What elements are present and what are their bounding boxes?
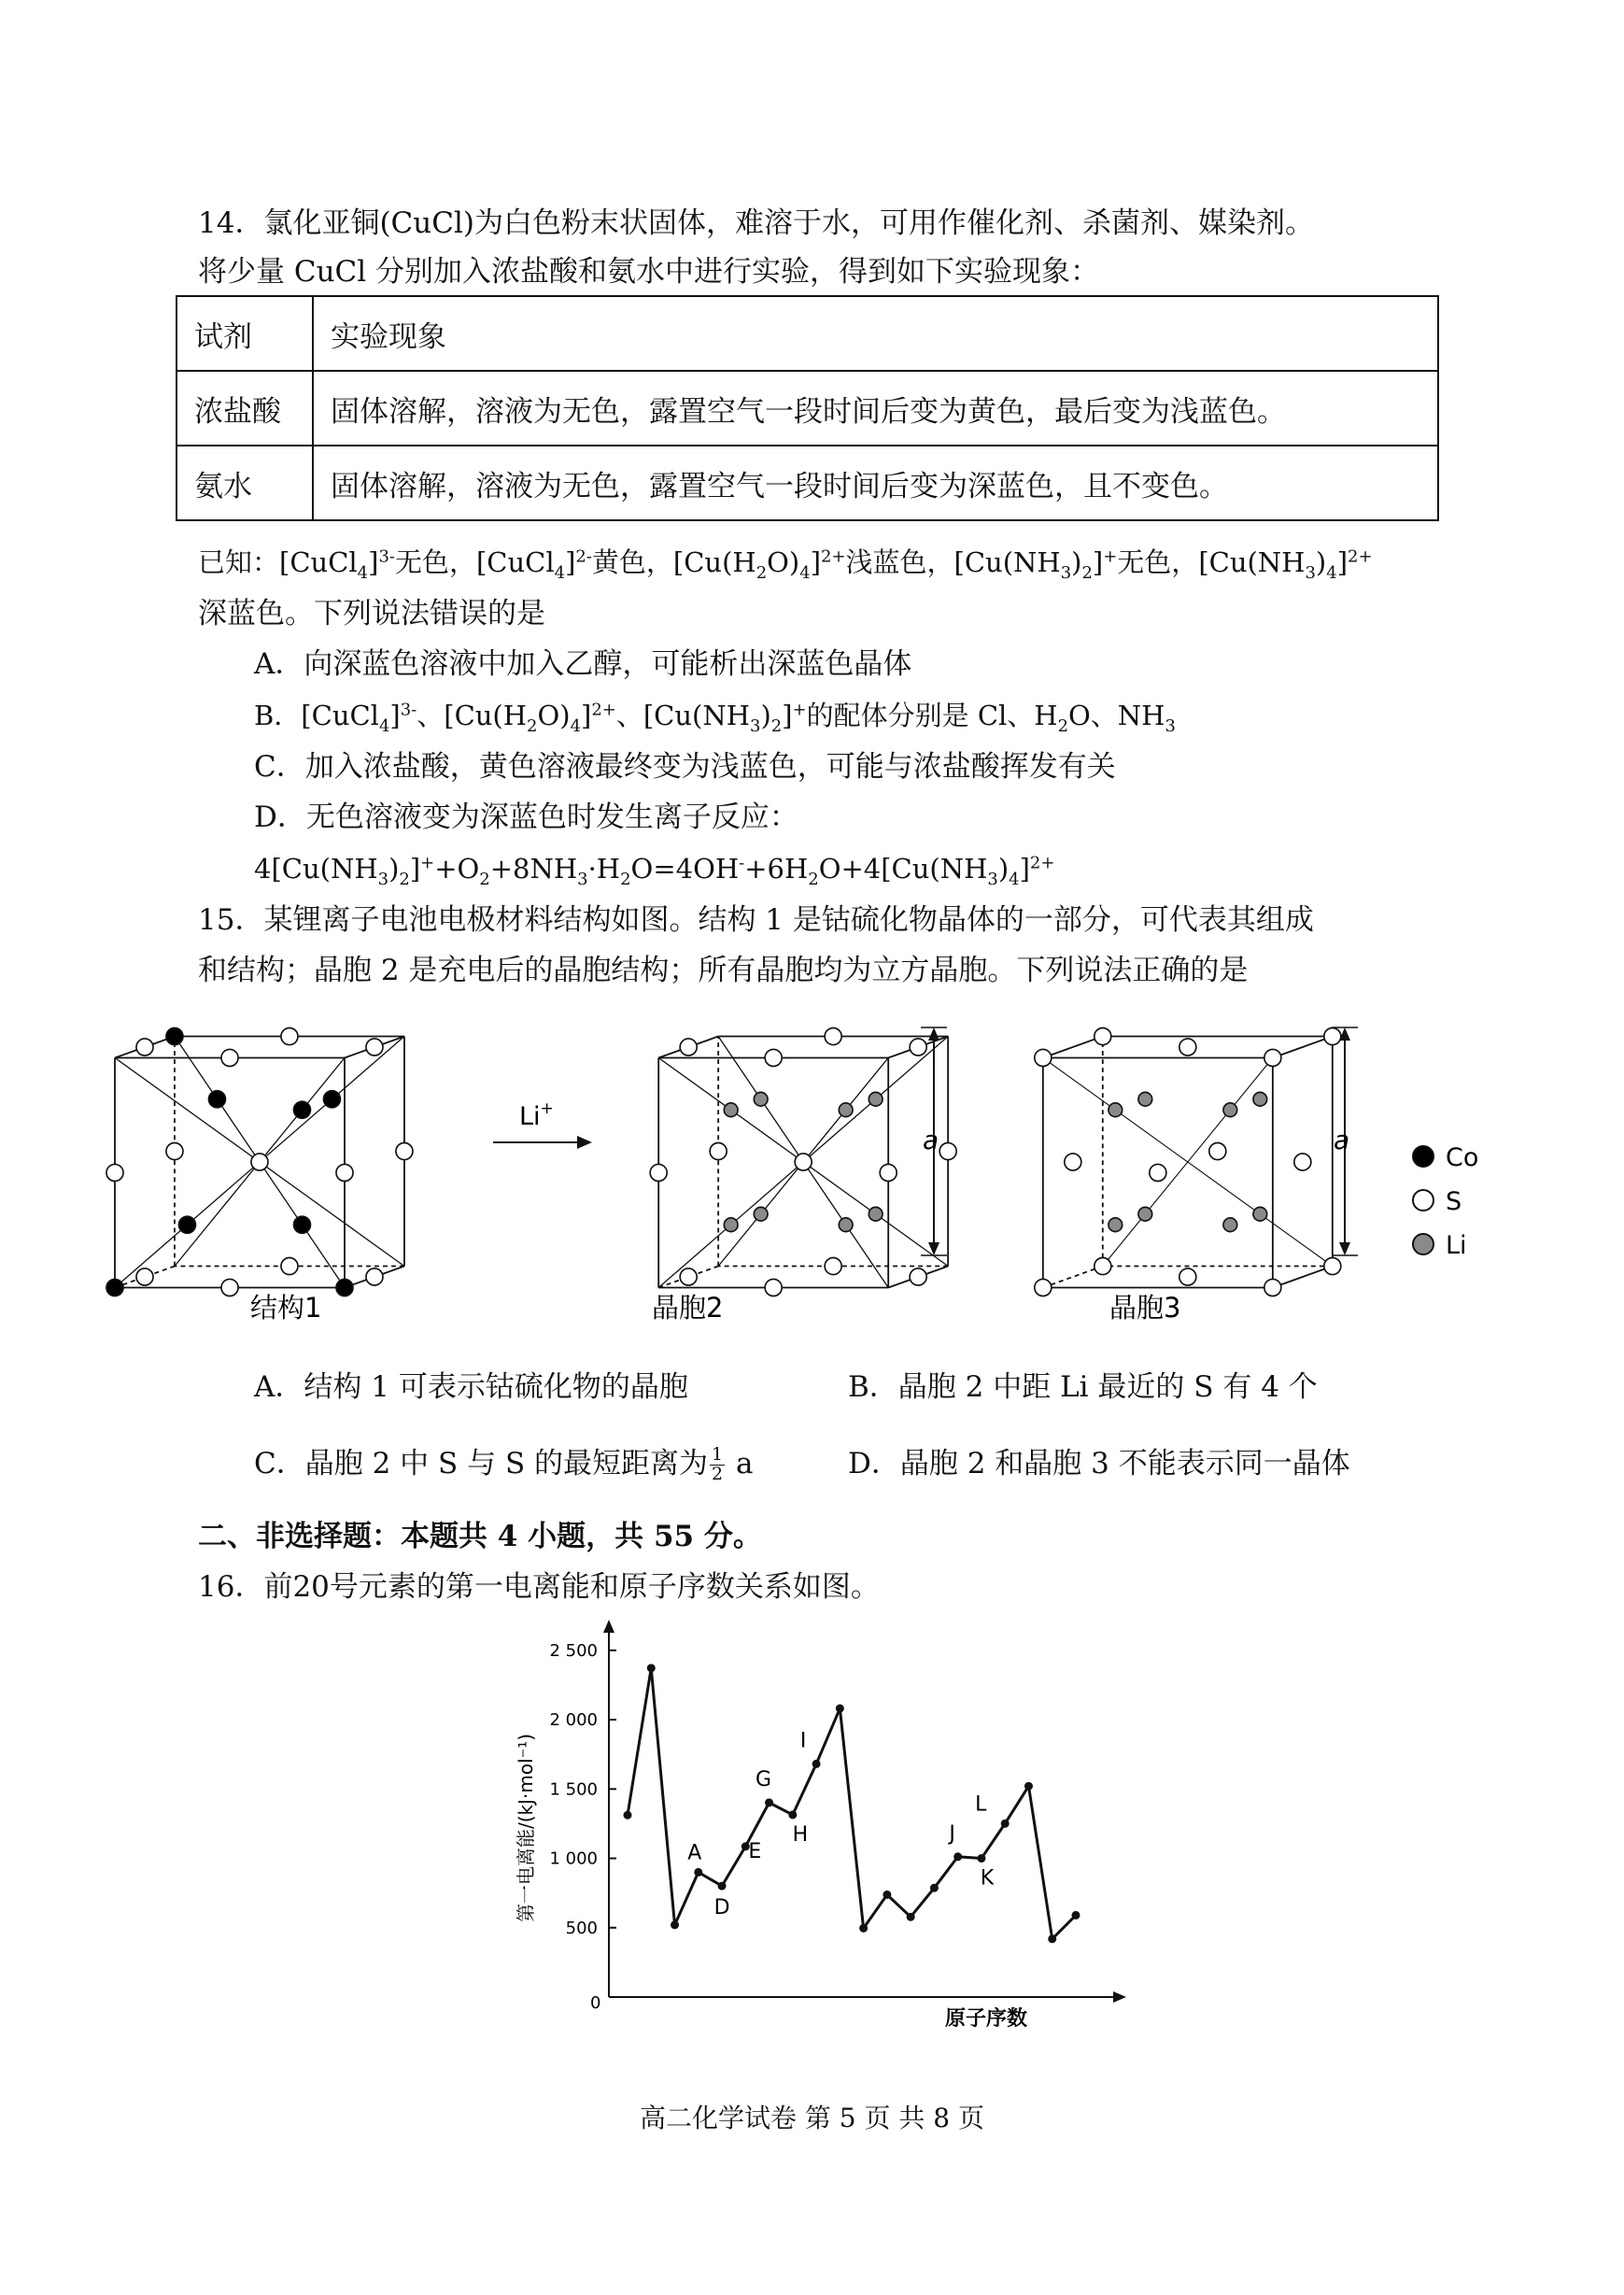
s-atom bbox=[366, 1268, 383, 1285]
data-point bbox=[1024, 1782, 1033, 1791]
y-tick-label: 1 500 bbox=[549, 1779, 598, 1800]
q15-option-d: D．晶胞 2 和晶胞 3 不能表示同一晶体 bbox=[848, 1447, 1350, 1480]
s-atom bbox=[880, 1164, 897, 1181]
cell-edge bbox=[1273, 1037, 1333, 1058]
ionization-energy-chart bbox=[497, 1614, 1141, 2044]
data-point bbox=[647, 1664, 656, 1672]
q14-known-line2: 深蓝色。下列说法错误的是 bbox=[198, 597, 545, 630]
point-label: D bbox=[713, 1896, 730, 1920]
s-atom bbox=[366, 1039, 383, 1055]
point-label: G bbox=[756, 1767, 772, 1792]
co-atom bbox=[336, 1279, 353, 1296]
table-header-row bbox=[177, 296, 1438, 371]
q14-option-d-equation: $4[Cu(NH_3)_2]^++O_2+8NH_3\cdot H_2O=4OH^-+6H_2O+4[Cu(NH_3)_4]^{2+}$ bbox=[254, 853, 1055, 889]
s-atom bbox=[221, 1049, 238, 1066]
table-row bbox=[177, 371, 1438, 446]
co-atom bbox=[178, 1216, 195, 1233]
s-atom bbox=[136, 1039, 153, 1055]
s-atom bbox=[1264, 1279, 1281, 1296]
s-atom bbox=[1065, 1154, 1081, 1170]
point-label: H bbox=[792, 1822, 809, 1847]
co-atom bbox=[166, 1028, 183, 1045]
s-atom bbox=[136, 1268, 153, 1285]
data-point bbox=[1048, 1934, 1056, 1943]
section-2-heading: 二、非选择题：本题共 4 小题，共 55 分。 bbox=[198, 1520, 762, 1553]
q14-known-line1: 已知：[CuCl$_4$]$^{3-}$无色，[CuCl$_4$]$^{2-}$黄色，$[Cu(H_2O)_4]^{2+}$浅蓝色，$[Cu(NH_3)_2]^+$无色，$[Cu(NH_3)_4]^{2+}$ bbox=[198, 546, 1373, 583]
data-point bbox=[977, 1854, 985, 1863]
li-atom bbox=[724, 1218, 738, 1232]
s-atom bbox=[650, 1164, 667, 1181]
x-axis-arrow bbox=[1113, 1991, 1126, 2003]
data-point bbox=[788, 1810, 797, 1819]
dimension-marker-cell3 bbox=[1332, 1027, 1358, 1255]
data-point bbox=[836, 1705, 844, 1713]
s-atom bbox=[680, 1268, 697, 1285]
table-cell: 氨水 bbox=[177, 446, 313, 520]
data-point bbox=[694, 1868, 702, 1877]
s-atom bbox=[825, 1028, 841, 1045]
s-atom bbox=[765, 1279, 782, 1296]
s-atom bbox=[106, 1164, 123, 1181]
q15-stem-line1: 15．某锂离子电池电极材料结构如图。结构 1 是钴硫化物晶体的一部分，可代表其组成 bbox=[198, 903, 1314, 937]
q14-stem-line1: 14．氯化亚铜(CuCl)为白色粉末状固体，难溶于水，可用作催化剂、杀菌剂、媒染剂。 bbox=[198, 206, 1314, 240]
li-atom bbox=[1109, 1103, 1123, 1117]
crystal-structures-figure bbox=[0, 1009, 1624, 1326]
caption-cell-3: 晶胞3 bbox=[1109, 1292, 1181, 1324]
x-axis-label: 原子序数 bbox=[945, 2007, 1028, 2031]
q15-option-c: C．晶胞 2 中 S 与 S 的最短距离为 $\frac{1}{2}$ a bbox=[254, 1444, 754, 1484]
dimension-a-label: a bbox=[923, 1125, 939, 1155]
q15-option-a: A．结构 1 可表示钴硫化物的晶胞 bbox=[254, 1370, 688, 1404]
point-label: L bbox=[975, 1792, 987, 1817]
unit-cell-3 bbox=[1035, 1028, 1341, 1296]
point-label: J bbox=[949, 1821, 955, 1846]
q16-stem: 16．前20号元素的第一电离能和原子序数关系如图。 bbox=[198, 1570, 880, 1604]
table-row bbox=[177, 446, 1438, 520]
data-point bbox=[883, 1891, 891, 1899]
co-atom bbox=[293, 1101, 310, 1118]
table-header-cell: 实验现象 bbox=[313, 296, 1438, 371]
li-atom bbox=[839, 1218, 853, 1232]
q14-stem-line2: 将少量 CuCl 分别加入浓盐酸和氨水中进行实验，得到如下实验现象： bbox=[198, 255, 1100, 289]
li-atom bbox=[1223, 1218, 1237, 1232]
q15-option-b: B．晶胞 2 中距 Li 最近的 S 有 4 个 bbox=[848, 1370, 1318, 1404]
y-tick-label: 2 000 bbox=[549, 1710, 598, 1731]
fraction-one-half: $\frac{1}{2}$ bbox=[712, 1444, 724, 1484]
data-point bbox=[953, 1852, 962, 1861]
data-point bbox=[718, 1882, 727, 1891]
li-atom bbox=[1109, 1218, 1123, 1232]
data-point bbox=[1001, 1820, 1010, 1828]
legend-s-label: S bbox=[1446, 1187, 1462, 1216]
cell-edge bbox=[1273, 1267, 1333, 1288]
li-atom bbox=[868, 1207, 883, 1221]
s-atom bbox=[910, 1268, 926, 1285]
q15-stem-line2: 和结构；晶胞 2 是充电后的晶胞结构；所有晶胞均为立方晶胞。下列说法正确的是 bbox=[198, 954, 1249, 987]
data-point bbox=[765, 1798, 773, 1806]
li-atom bbox=[754, 1207, 768, 1221]
li-atom bbox=[1253, 1092, 1267, 1106]
s-atom bbox=[221, 1279, 238, 1296]
s-atom bbox=[251, 1154, 268, 1170]
table-header-cell: 试剂 bbox=[177, 296, 313, 371]
li-atom bbox=[1138, 1092, 1152, 1106]
unit-cell-2 bbox=[650, 1028, 956, 1296]
s-atom bbox=[1035, 1049, 1052, 1066]
table-cell: 浓盐酸 bbox=[177, 371, 313, 446]
q14-option-b: B．[CuCl$_4$]$^{3-}$、$[Cu(H_2O)_4]^{2+}$、$[Cu(NH_3)_2]^+$的配体分别是 Cl、$H_2O$、$NH_3$ bbox=[254, 700, 1176, 736]
body-diagonal bbox=[1103, 1057, 1273, 1266]
s-atom bbox=[1179, 1268, 1196, 1285]
data-point bbox=[1072, 1911, 1080, 1920]
legend-co-label: Co bbox=[1446, 1143, 1479, 1172]
s-atom bbox=[1094, 1258, 1111, 1275]
data-point bbox=[671, 1920, 679, 1929]
data-point bbox=[859, 1924, 868, 1933]
table-cell: 固体溶解，溶液为无色，露置空气一段时间后变为深蓝色，且不变色。 bbox=[313, 446, 1438, 520]
li-atom bbox=[868, 1092, 883, 1106]
s-atom bbox=[1094, 1028, 1111, 1045]
s-atom bbox=[281, 1028, 298, 1045]
chart-axes bbox=[603, 1620, 1126, 2003]
s-atom bbox=[1150, 1164, 1166, 1181]
data-point bbox=[624, 1811, 632, 1820]
s-atom bbox=[825, 1258, 841, 1275]
legend-co-marker bbox=[1413, 1146, 1433, 1167]
legend-s-marker bbox=[1413, 1190, 1433, 1211]
s-atom bbox=[1035, 1279, 1052, 1296]
s-atom bbox=[1209, 1143, 1226, 1160]
caption-structure-1: 结构1 bbox=[250, 1292, 322, 1324]
s-atom bbox=[939, 1143, 956, 1160]
s-atom bbox=[396, 1143, 413, 1160]
cell-edge bbox=[1043, 1037, 1103, 1058]
q14-option-d: D．无色溶液变为深蓝色时发生离子反应： bbox=[254, 800, 798, 834]
y-tick-labels bbox=[549, 1641, 616, 1938]
y-tick-label: 500 bbox=[565, 1918, 598, 1938]
structure-1-cell bbox=[106, 1028, 413, 1296]
data-point bbox=[907, 1913, 915, 1921]
s-atom bbox=[281, 1258, 298, 1275]
s-atom bbox=[1264, 1049, 1281, 1066]
co-atom bbox=[323, 1091, 340, 1108]
s-atom bbox=[1324, 1028, 1341, 1045]
point-label: E bbox=[748, 1839, 762, 1863]
point-label: I bbox=[799, 1729, 807, 1753]
q14-option-c: C．加入浓盐酸，黄色溶液最终变为浅蓝色，可能与浓盐酸挥发有关 bbox=[254, 750, 1116, 784]
caption-cell-2: 晶胞2 bbox=[652, 1292, 724, 1324]
li-atom bbox=[1253, 1207, 1267, 1221]
legend-li-label: Li bbox=[1446, 1231, 1467, 1260]
s-atom bbox=[1324, 1258, 1341, 1275]
arrow-label: Li+ bbox=[519, 1099, 554, 1131]
series-points bbox=[624, 1664, 1080, 1943]
li-atom bbox=[724, 1103, 738, 1117]
co-atom bbox=[293, 1216, 310, 1233]
y-axis-label: 第一电离能/(kJ·mol⁻¹) bbox=[515, 1733, 537, 1922]
data-point bbox=[812, 1760, 821, 1768]
s-atom bbox=[166, 1143, 183, 1160]
series-line bbox=[628, 1668, 1076, 1939]
s-atom bbox=[710, 1143, 727, 1160]
cell-edge bbox=[1043, 1267, 1103, 1288]
co-atom bbox=[208, 1091, 225, 1108]
point-label: K bbox=[980, 1866, 995, 1891]
s-atom bbox=[680, 1039, 697, 1055]
li-atom bbox=[1138, 1207, 1152, 1221]
origin-label: 0 bbox=[590, 1993, 601, 2013]
point-labels bbox=[687, 1729, 994, 1920]
point-label: A bbox=[687, 1841, 702, 1865]
s-atom bbox=[765, 1049, 782, 1066]
dimension-marker-cell2 bbox=[921, 1027, 947, 1255]
lithiation-arrow bbox=[493, 1099, 592, 1149]
data-point bbox=[930, 1884, 939, 1892]
reagent-phenomena-table bbox=[176, 295, 1439, 521]
s-atom bbox=[910, 1039, 926, 1055]
s-atom bbox=[1294, 1154, 1311, 1170]
s-atom bbox=[336, 1164, 353, 1181]
page-footer: 高二化学试卷 第 5 页 共 8 页 bbox=[639, 2103, 985, 2133]
s-atom bbox=[795, 1154, 812, 1170]
s-atom bbox=[1179, 1039, 1196, 1055]
dimension-a-label: a bbox=[1334, 1125, 1350, 1155]
legend-li-marker bbox=[1413, 1234, 1433, 1254]
li-atom bbox=[839, 1103, 853, 1117]
li-atom bbox=[1223, 1103, 1237, 1117]
y-tick-label: 1 000 bbox=[549, 1849, 598, 1869]
co-atom bbox=[106, 1279, 123, 1296]
q14-option-a: A．向深蓝色溶液中加入乙醇，可能析出深蓝色晶体 bbox=[254, 647, 912, 681]
atom-legend bbox=[1413, 1143, 1478, 1260]
y-tick-label: 2 500 bbox=[549, 1640, 598, 1661]
table-cell: 固体溶解，溶液为无色，露置空气一段时间后变为黄色，最后变为浅蓝色。 bbox=[313, 371, 1438, 446]
li-atom bbox=[754, 1092, 768, 1106]
y-axis-arrow bbox=[603, 1620, 614, 1633]
